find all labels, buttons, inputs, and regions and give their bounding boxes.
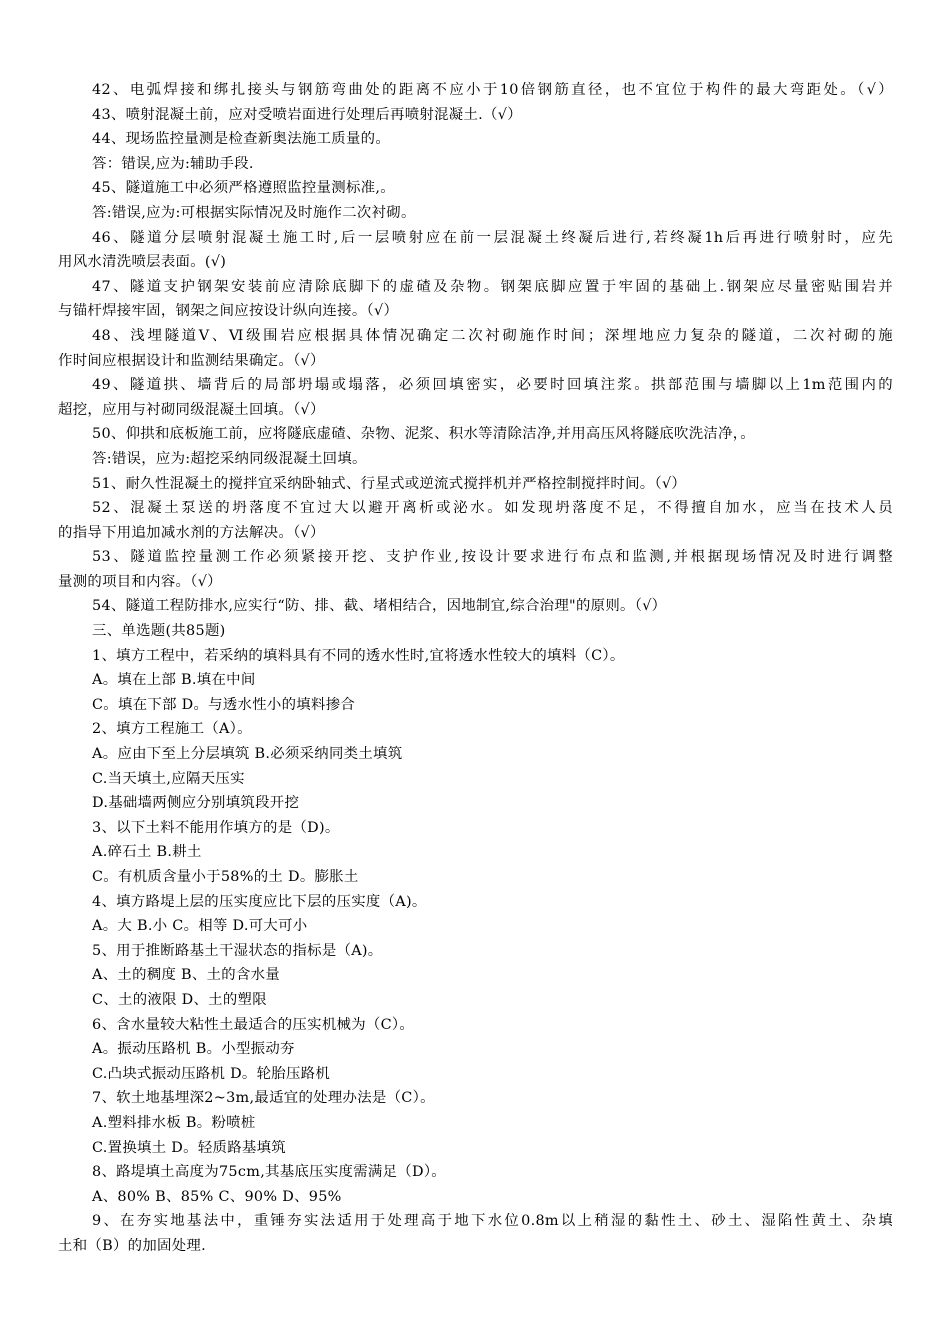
text-line: 5、用于推断路基土干湿状态的指标是（A)。 bbox=[92, 942, 383, 959]
document-page bbox=[0, 78, 950, 1259]
text-line: A.塑料排水板 B。粉喷桩 bbox=[92, 1114, 256, 1131]
text-line: 用风水清洗喷层表面。(√) bbox=[58, 254, 227, 271]
text-line: A。应由下至上分层填筑 B.必须采纳同类土填筑 bbox=[92, 746, 403, 763]
text-line: 三、单选题(共85题) bbox=[92, 623, 226, 640]
text-line: 49、隧道拱、墙背后的局部坍塌或塌落，必须回填密实，必要时回填注浆。拱部范围与墙脚以上1m范围内的 bbox=[92, 377, 893, 394]
text-line: C.置换填土 D。轻质路基填筑 bbox=[92, 1139, 286, 1156]
text-line: 52、混凝土泵送的坍落度不宜过大以避开离析或泌水。如发现坍落度不足，不得擅自加水，应当在技术人员 bbox=[92, 500, 893, 517]
text-line: 答:错误，应为:超挖采纳同级混凝土回填。 bbox=[92, 450, 367, 467]
text-line: 51、耐久性混凝土的搅拌宜采纳卧轴式、行星式或逆流式搅拌机并严格控制搅拌时间。（√） bbox=[92, 475, 687, 492]
text-line: C。有机质含量小于58%的土 D。膨胀土 bbox=[92, 869, 359, 885]
text-line: 48、浅埋隧道Ⅴ、Ⅵ级围岩应根据具体情况确定二次衬砌施作时间；深埋地应力复杂的隧道，二次衬砌的施 bbox=[92, 327, 893, 344]
text-line: 4、填方路堤上层的压实度应比下层的压实度（A)。 bbox=[92, 893, 427, 910]
text-line: 答：错误,应为:辅助手段. bbox=[92, 155, 254, 172]
text-line: 7、软土地基埋深2~3m,最适宜的处理办法是（C）。 bbox=[92, 1090, 435, 1107]
text-line: 42、电弧焊接和绑扎接头与钢筋弯曲处的距离不应小于10倍钢筋直径，也不宜位于构件的最大弯距处。（√） bbox=[92, 82, 893, 98]
text-line: A、土的稠度 B、土的含水量 bbox=[92, 967, 281, 984]
text-line: 3、以下土料不能用作填方的是（D)。 bbox=[92, 819, 340, 836]
text-line: 答:错误,应为:可根据实际情况及时施作二次衬砌。 bbox=[92, 204, 416, 221]
text-line: D.基础墙两侧应分别填筑段开挖 bbox=[92, 795, 300, 812]
text-line: 50、仰拱和底板施工前，应将隧底虚碴、杂物、泥浆、积水等清除洁净,并用高压风将隧底吹洗洁净，。 bbox=[92, 426, 755, 443]
text-line: 与锚杆焊接牢固，钢架之间应按设计纵向连接。（√） bbox=[58, 303, 399, 320]
text-line: C.当天填土,应隔天压实 bbox=[92, 770, 245, 787]
text-line: 量测的项目和内容。（√） bbox=[58, 573, 222, 590]
text-line: 土和（B）的加固处理. bbox=[58, 1237, 206, 1254]
text-line: 2、填方工程施工（A）。 bbox=[92, 721, 252, 738]
text-line: A。大 B.小 C。相等 D.可大可小 bbox=[92, 918, 308, 935]
text-line: A.碎石土 B.耕土 bbox=[92, 844, 202, 861]
text-line: 46、隧道分层喷射混凝土施工时,后一层喷射应在前一层混凝土终凝后进行,若终凝1h后再进行喷射时，应先 bbox=[92, 229, 893, 246]
text-line: A。振动压路机 B。小型振动夯 bbox=[92, 1041, 295, 1058]
text-line: C。填在下部 D。与透水性小的填料掺合 bbox=[92, 696, 356, 713]
text-line: 47、隧道支护钢架安装前应清除底脚下的虚碴及杂物。钢架底脚应置于牢固的基础上.钢架应尽量密贴围岩并 bbox=[92, 278, 893, 295]
text-line: 44、现场监控量测是检查新奥法施工质量的。 bbox=[92, 131, 391, 148]
text-line: 53、隧道监控量测工作必须紧接开挖、支护作业,按设计要求进行布点和监测,并根据现场情况及时进行调整 bbox=[92, 549, 893, 566]
text-line: 43、喷射混凝土前，应对受喷岩面进行处理后再喷射混凝土.（√） bbox=[92, 106, 522, 123]
text-line: C、土的液限 D、土的塑限 bbox=[92, 991, 267, 1008]
text-line: A。填在上部 B.填在中间 bbox=[92, 672, 256, 689]
text-line: 超挖，应用与衬砌同级混凝土回填。（√） bbox=[58, 401, 325, 418]
text-line: 的指导下用追加减水剂的方法解决。（√） bbox=[58, 524, 325, 541]
text-line: 45、隧道施工中必须严格遵照监控量测标准,。 bbox=[92, 180, 395, 197]
text-line: A、80% B、85% C、90% D、95% bbox=[92, 1188, 342, 1205]
text-line: 9、在夯实地基法中，重锤夯实法适用于处理高于地下水位0.8m以上稍湿的黏性土、砂土、湿陷性黄土、杂填 bbox=[92, 1213, 893, 1230]
text-line: 1、填方工程中，若采纳的填料具有不同的透水性时,宜将透水性较大的填料（C）。 bbox=[92, 647, 625, 664]
text-line: 作时间应根据设计和监测结果确定。（√） bbox=[58, 352, 325, 369]
text-line: 54、隧道工程防排水,应实行“防、排、截、堵相结合，因地制宜,综合治理"的原则。（√） bbox=[92, 598, 667, 615]
text-line: 6、含水量较大粘性土最适合的压实机械为（C）。 bbox=[92, 1016, 415, 1033]
text-line: C.凸块式振动压路机 D。轮胎压路机 bbox=[92, 1065, 331, 1082]
text-line: 8、路堤填土高度为75cm,其基底压实度需满足（D）。 bbox=[92, 1164, 446, 1181]
